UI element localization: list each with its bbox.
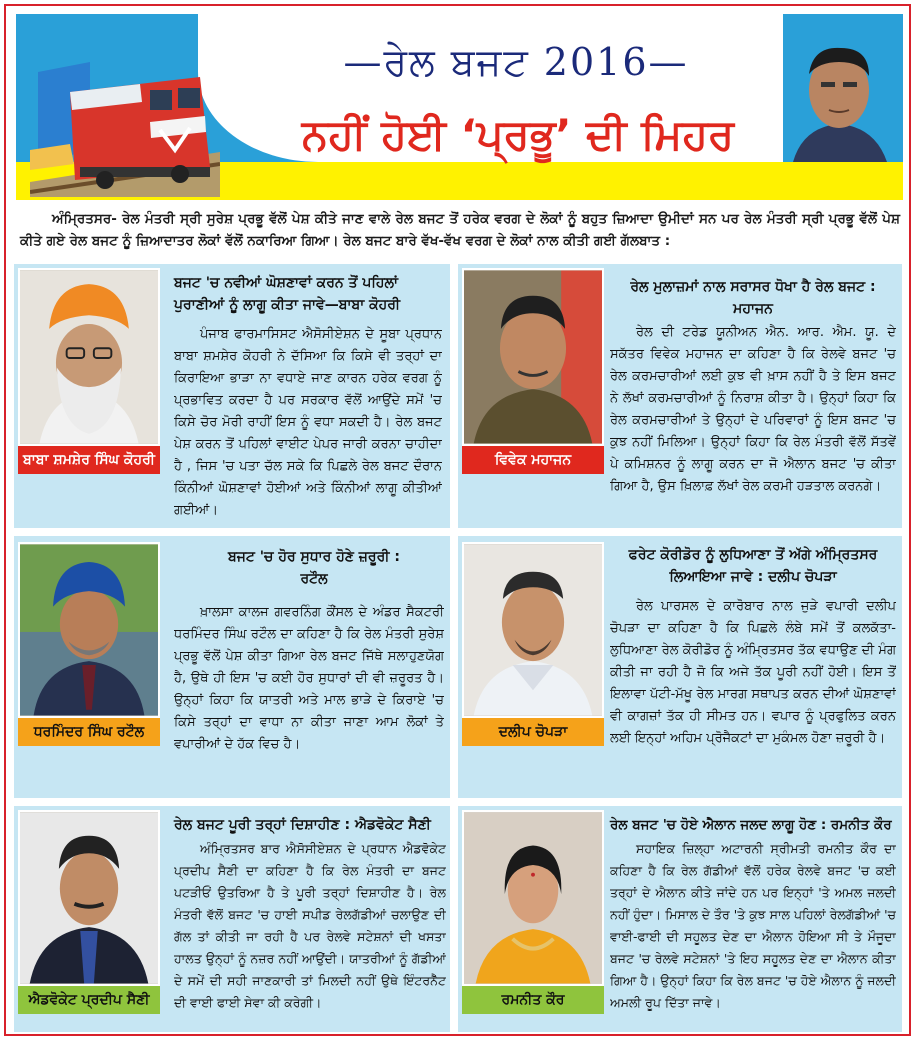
caption-chopra: ਦਲੀਪ ਚੋਪੜਾ xyxy=(462,718,604,746)
photo-saini xyxy=(18,810,160,986)
body-saini: ਅੰਮ੍ਰਿਤਸਰ ਬਾਰ ਐਸੋਸੀਏਸ਼ਨ ਦੇ ਪ੍ਰਧਾਨ ਐਡਵੋਕੇਟ ਪ੍ਰਦੀਪ ਸੈਣੀ ਦਾ ਕਹਿਣਾ ਹੈ ਕਿ ਰੇਲ ਮੰਤਰੀ ਦਾ ਬਜਟ ਪਟੜੀਓਂ ਉਤਰਿਆ ਹੈ ਤੇ ਪੂਰੀ ਤਰ੍ਹਾਂ ਦਿਸ਼ਾਹੀਣ ਹੈ। ਰੇਲ ਮੰਤਰੀ ਵੱਲੋਂ ਬਜਟ 'ਚ ਹਾਈ ਸਪੀਡ ਰੇਲਗੱਡੀਆਂ ਚਲਾਉਣ ਦੀ ਗੱਲ ਤਾਂ ਕੀਤੀ ਜਾ ਰਹੀ ਹੈ ਪਰ ਰੇਲਵੇ ਸਟੇਸ਼ਨਾਂ ਦੀ ਖਸਤਾ ਹਾਲਤ ਉਨ੍ਹਾਂ ਨੂੰ ਨਜ਼ਰ ਨਹੀਂ ਆਉਂਦੀ। ਯਾਤਰੀਆਂ ਨੂੰ ਗੱਡੀਆਂ ਦੇ ਸਮੇਂ ਦੀ ਸਹੀ ਜਾਣਕਾਰੀ ਤਾਂ ਮਿਲਦੀ ਨਹੀਂ ਉਥੇ ਇੰਟਰਨੈੱਟ ਦੀ ਵਾਈ ਫਾਈ ਸੇਵਾ ਕੀ ਕਰੇਗੀ। xyxy=(174,841,446,1010)
banner-headline: ਨਹੀਂ ਹੋਈ ‘ਪ੍ਰਭੂ’ ਦੀ ਮਿਹਰ xyxy=(301,110,735,159)
caption-saini: ਐਡਵੋਕੇਟ ਪ੍ਰਦੀਪ ਸੈਣੀ xyxy=(18,986,160,1014)
portrait-image xyxy=(20,544,158,716)
body-ratol: ਖ਼ਾਲਸਾ ਕਾਲਜ ਗਵਰਨਿੰਗ ਕੌਂਸਲ ਦੇ ਅੰਡਰ ਸੈਕਟਰੀ ਧਰਮਿੰਦਰ ਸਿੰਘ ਰਟੌਲ ਦਾ ਕਹਿਣਾ ਹੈ ਕਿ ਰੇਲ ਮੰਤਰੀ ਸੁਰੇਸ਼ ਪ੍ਰਭੂ ਵੱਲੋਂ ਪੇਸ਼ ਕੀਤਾ ਗਿਆ ਰੇਲ ਬਜਟ ਜਿੱਥੇ ਸਲਾਹੁਣਯੋਗ ਹੈ, ਉਥੇ ਹੀ ਇਸ 'ਚ ਕਈ ਹੋਰ ਸੁਧਾਰਾਂ ਦੀ ਵੀ ਜ਼ਰੂਰਤ ਹੈ। ਉਨ੍ਹਾਂ ਕਿਹਾ ਕਿ ਯਾਤਰੀ ਅਤੇ ਮਾਲ ਭਾੜੇ ਦੇ ਕਿਰਾਏ 'ਚ ਕਿਸੇ ਤਰ੍ਹਾਂ ਦਾ ਵਾਧਾ ਨਾ ਕੀਤਾ ਜਾਣਾ ਆਮ ਲੋਕਾਂ ਤੇ ਵਪਾਰੀਆਂ ਦੇ ਹੱਕ ਵਿਚ ਹੈ। xyxy=(174,605,444,752)
body-kohri: ਪੰਜਾਬ ਫਾਰਮਾਸਿਸਟ ਐਸੋਸੀਏਸ਼ਨ ਦੇ ਸੂਬਾ ਪ੍ਰਧਾਨ ਬਾਬਾ ਸ਼ਮਸ਼ੇਰ ਕੋਹਰੀ ਨੇ ਦੱਸਿਆ ਕਿ ਕਿਸੇ ਵੀ ਤਰ੍ਹਾਂ ਦਾ ਕਿਰਾਇਆ ਭਾੜਾ ਨਾ ਵਧਾਏ ਜਾਣ ਕਾਰਨ ਹਰੇਕ ਵਰਗ ਨੂੰ ਪ੍ਰਭਾਵਿਤ ਕਰਦਾ ਹੈ ਪਰ ਸਰਕਾਰ ਵੱਲੋਂ ਆਉਂਦੇ ਸਮੇਂ 'ਚ ਕਿਸੇ ਚੋਰ ਮੋਰੀ ਰਾਹੀਂ ਇਸ ਨੂੰ ਵਧਾ ਸਕਦੀ ਹੈ। ਰੇਲ ਬਜਟ ਪੇਸ਼ ਕਰਨ ਤੋਂ ਪਹਿਲਾਂ ਵਾਈਟ ਪੇਪਰ ਜਾਰੀ ਕਰਨਾ ਚਾਹੀਦਾ ਹੈ , ਜਿਸ 'ਚ ਪਤਾ ਚੱਲ ਸਕੇ ਕਿ ਪਿਛਲੇ ਰੇਲ ਬਜਟ ਦੌਰਾਨ ਕਿੰਨੀਆਂ ਘੋਸ਼ਣਾਵਾਂ ਹੋਈਆਂ ਅਤੇ ਕਿੰਨੀਆਂ ਲਾਗੂ ਕੀਤੀਆਂ ਗਈਆਂ। xyxy=(174,327,442,518)
article-saini xyxy=(14,806,450,1032)
photo-chopra xyxy=(462,542,604,718)
portrait-image xyxy=(20,812,158,984)
photo-ratol xyxy=(18,542,160,718)
train-illustration xyxy=(30,32,220,197)
headline-ratol: ਬਜਟ 'ਚ ਹੋਰ ਸੁਧਾਰ ਹੋਣੇ ਜ਼ਰੂਰੀ : ਰਟੌਲ xyxy=(228,549,400,587)
headline-mahajan: ਰੇਲ ਮੁਲਾਜ਼ਮਾਂ ਨਾਲ ਸਰਾਸਰ ਧੋਖਾ ਹੈ ਰੇਲ ਬਜਟ : ਮਹਾਜਨ xyxy=(630,279,876,317)
portrait-image xyxy=(20,270,158,444)
article-chopra xyxy=(458,536,902,798)
body-chopra: ਰੇਲ ਪਾਰਸਲ ਦੇ ਕਾਰੋਬਾਰ ਨਾਲ ਜੁੜੇ ਵਪਾਰੀ ਦਲੀਪ ਚੋਪੜਾ ਦਾ ਕਹਿਣਾ ਹੈ ਕਿ ਪਿਛਲੇ ਲੰਬੇ ਸਮੇਂ ਤੋਂ ਕਲਕੱਤਾ-ਲੁਧਿਆਣਾ ਰੇਲ ਕੋਰੀਡੋਰ ਨੂੰ ਅੰਮ੍ਰਿਤਸਰ ਤੱਕ ਵਧਾਉਣ ਦੀ ਮੰਗ ਕੀਤੀ ਜਾ ਰਹੀ ਹੈ ਜੋ ਕਿ ਅਜੇ ਤੱਕ ਪੂਰੀ ਨਹੀਂ ਹੋਈ। ਇਸ ਤੋਂ ਇਲਾਵਾ ਪੱਟੀ-ਮੱਖੂ ਰੇਲ ਮਾਰਗ ਸਥਾਪਤ ਕਰਨ ਦੀਆਂ ਘੋਸ਼ਣਾਵਾਂ ਵੀ ਕਾਗਜ਼ਾਂ ਤੱਕ ਹੀ ਸੀਮਤ ਹਨ। ਵਪਾਰ ਨੂੰ ਪ੍ਰਫੁਲਿਤ ਕਰਨ ਲਈ ਇਨ੍ਹਾਂ ਅਹਿਮ ਪ੍ਰੋਜੈਕਟਾਂ ਦਾ ਮੁਕੰਮਲ ਹੋਣਾ ਜ਼ਰੂਰੀ ਹੈ। xyxy=(610,599,896,746)
minister-portrait xyxy=(783,32,895,162)
intro-paragraph: ਅੰਮ੍ਰਿਤਸਰ- ਰੇਲ ਮੰਤਰੀ ਸ੍ਰੀ ਸੁਰੇਸ਼ ਪ੍ਰਭੂ ਵੱਲੋਂ ਪੇਸ਼ ਕੀਤੇ ਜਾਣ ਵਾਲੇ ਰੇਲ ਬਜਟ ਤੋਂ ਹਰੇਕ ਵਰਗ ਦੇ ਲੋਕਾਂ ਨੂੰ ਬਹੁਤ ਜ਼ਿਆਦਾ ਉਮੀਦਾਂ ਸਨ ਪਰ ਰੇਲ ਮੰਤਰੀ ਸ੍ਰੀ ਪ੍ਰਭੂ ਵੱਲੋਂ ਪੇਸ਼ ਕੀਤੇ ਗਏ ਰੇਲ ਬਜਟ ਨੂੰ ਜ਼ਿਆਦਾਤਰ ਲੋਕਾਂ ਵੱਲੋਂ ਨਕਾਰਿਆ ਗਿਆ। ਰੇਲ ਬਜਟ ਬਾਰੇ ਵੱਖ-ਵੱਖ ਵਰਗ ਦੇ ਲੋਕਾਂ ਨਾਲ ਕੀਤੀ ਗਈ ਗੱਲਬਾਤ : xyxy=(20,211,900,249)
article-ramneet xyxy=(458,806,902,1032)
body-mahajan: ਰੇਲ ਦੀ ਟਰੇਡ ਯੂਨੀਅਨ ਐਨ. ਆਰ. ਐਮ. ਯੂ. ਦੇ ਸਕੱਤਰ ਵਿਵੇਕ ਮਹਾਜਨ ਦਾ ਕਹਿਣਾ ਹੈ ਕਿ ਰੇਲਵੇ ਬਜਟ 'ਚ ਰੇਲ ਕਰਮਚਾਰੀਆਂ ਲਈ ਕੁਝ ਵੀ ਖ਼ਾਸ ਨਹੀਂ ਹੈ ਤੇ ਇਸ ਬਜਟ ਨੇ ਲੱਖਾਂ ਕਰਮਚਾਰੀਆਂ ਨੂੰ ਨਿਰਾਸ਼ ਕੀਤਾ ਹੈ। ਉਨ੍ਹਾਂ ਕਿਹਾ ਕਿ ਰੇਲ ਕਰਮਚਾਰੀਆਂ ਤੇ ਉਨ੍ਹਾਂ ਦੇ ਪਰਿਵਾਰਾਂ ਨੂੰ ਇਸ ਬਜਟ 'ਚ ਕੁਝ ਨਹੀਂ ਮਿਲਿਆ। ਉਨ੍ਹਾਂ ਕਿਹਾ ਕਿ ਰੇਲ ਮੰਤਰੀ ਵੱਲੋਂ ਸੱਤਵੇਂ ਪੇ ਕਮਿਸ਼ਨਰ ਨੂੰ ਲਾਗੂ ਕਰਨ ਦਾ ਜੋ ਐਲਾਨ ਬਜਟ 'ਚ ਕੀਤਾ ਗਿਆ ਹੈ, ਉਸ ਖ਼ਿਲਾਫ਼ ਲੱਖਾਂ ਰੇਲ ਕਰਮੀ ਹੜਤਾਲ ਕਰਨਗੇ। xyxy=(610,325,896,494)
headline-saini: ਰੇਲ ਬਜਟ ਪੂਰੀ ਤਰ੍ਹਾਂ ਦਿਸ਼ਾਹੀਣ : ਐਡਵੋਕੇਟ ਸੈਣੀ xyxy=(174,817,431,833)
caption-kohri: ਬਾਬਾ ਸ਼ਮਸ਼ੇਰ ਸਿੰਘ ਕੋਹਰੀ xyxy=(18,446,160,474)
banner xyxy=(16,14,903,200)
body-ramneet: ਸਹਾਇਕ ਜ਼ਿਲ੍ਹਾ ਅਟਾਰਨੀ ਸ੍ਰੀਮਤੀ ਰਮਨੀਤ ਕੌਰ ਦਾ ਕਹਿਣਾ ਹੈ ਕਿ ਰੇਲ ਗੱਡੀਆਂ ਵੱਲੋਂ ਹਰੇਕ ਰੇਲਵੇ ਬਜਟ 'ਚ ਕਈ ਤਰ੍ਹਾਂ ਦੇ ਐਲਾਨ ਕੀਤੇ ਜਾਂਦੇ ਹਨ ਪਰ ਇਨ੍ਹਾਂ 'ਤੇ ਅਮਲ ਜਲਦੀ ਨਹੀਂ ਹੁੰਦਾ। ਮਿਸਾਲ ਦੇ ਤੌਰ 'ਤੇ ਕੁਝ ਸਾਲ ਪਹਿਲਾਂ ਰੇਲਗੱਡੀਆਂ 'ਚ ਵਾਈ-ਫਾਈ ਦੀ ਸਹੂਲਤ ਦੇਣ ਦਾ ਐਲਾਨ ਹੋਇਆ ਸੀ ਤੇ ਮੌਜੂਦਾ ਬਜਟ 'ਚ ਰੇਲਵੇ ਸਟੇਸ਼ਨਾਂ 'ਤੇ ਇਹ ਸਹੂਲਤ ਦੇਣ ਦਾ ਐਲਾਨ ਕੀਤਾ ਗਿਆ ਹੈ। ਉਨ੍ਹਾਂ ਕਿਹਾ ਕਿ ਰੇਲ ਬਜਟ 'ਚ ਹੋਏ ਐਲਾਨ ਨੂੰ ਜਲਦੀ ਅਮਲੀ ਰੂਪ ਦਿੱਤਾ ਜਾਵੇ। xyxy=(610,841,896,1010)
headline-ramneet: ਰੇਲ ਬਜਟ 'ਚ ਹੋਏ ਐਲਾਨ ਜਲਦ ਲਾਗੂ ਹੋਣ : ਰਮਨੀਤ ਕੌਰ xyxy=(610,817,892,833)
headline-chopra: ਫਰੇਟ ਕੋਰੀਡੋਰ ਨੂੰ ਲੁਧਿਆਣਾ ਤੋਂ ਅੱਗੇ ਅੰਮ੍ਰਿਤਸਰ ਲਿਆਇਆ ਜਾਵੇ : ਦਲੀਪ ਚੋਪੜਾ xyxy=(628,547,878,585)
banner-title: —ਰੇਲ ਬਜਟ 2016— xyxy=(343,40,689,84)
portrait-image xyxy=(464,270,602,444)
article-mahajan xyxy=(458,264,902,528)
photo-kohri xyxy=(18,268,160,446)
article-ratol xyxy=(14,536,450,798)
headline-kohri: ਬਜਟ 'ਚ ਨਵੀਆਂ ਘੋਸ਼ਣਾਵਾਂ ਕਰਨ ਤੋਂ ਪਹਿਲਾਂ ਪੁਰਾਣੀਆਂ ਨੂੰ ਲਾਗੂ ਕੀਤਾ ਜਾਵੇ—ਬਾਬਾ ਕੋਹਰੀ xyxy=(174,275,401,313)
portrait-image xyxy=(464,812,602,984)
article-kohri xyxy=(14,264,450,528)
portrait-image xyxy=(464,544,602,716)
caption-ramneet: ਰਮਨੀਤ ਕੌਰ xyxy=(462,986,604,1014)
photo-mahajan xyxy=(462,268,604,446)
caption-mahajan: ਵਿਵੇਕ ਮਹਾਜਨ xyxy=(462,446,604,474)
photo-ramneet xyxy=(462,810,604,986)
caption-ratol: ਧਰਮਿੰਦਰ ਸਿੰਘ ਰਟੌਲ xyxy=(18,718,160,746)
newspaper-page xyxy=(4,4,911,1036)
